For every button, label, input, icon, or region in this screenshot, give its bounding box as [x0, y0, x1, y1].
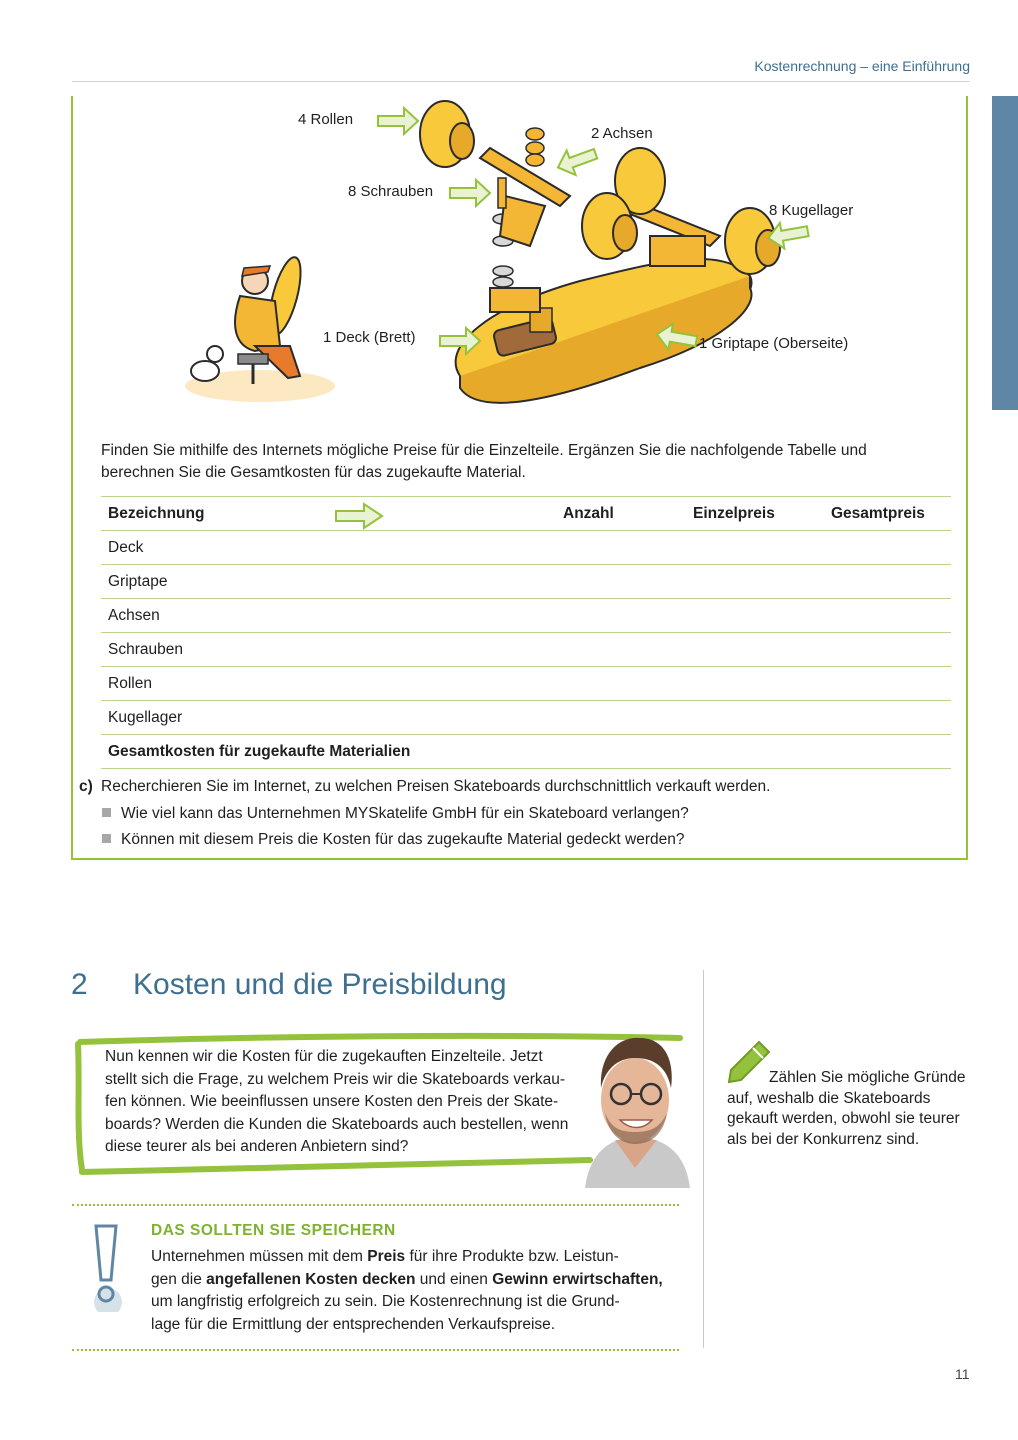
anzahl-cell[interactable] [556, 599, 686, 633]
table-header-row [101, 497, 951, 531]
person-with-skateboard [235, 254, 307, 384]
skateboard-exploded-illustration [160, 96, 920, 426]
table-row [101, 701, 951, 735]
speech-text: Nun kennen wir die Kosten für die zugekauften Einzelteile. Jetzt stellt sich die Frage, zu welchem Preis wir die Skateboards verkau- fen können. Wie beeinflussen unsere Kosten den Preis der Skate- boards? Werden die Kunden die Skateboards auch bestellen, wenn diese teurer als bei anderen Anbietern sind? [105, 1048, 569, 1155]
einzelpreis-cell[interactable] [686, 531, 824, 565]
row-label: Achsen [101, 599, 556, 633]
anzahl-cell[interactable] [556, 565, 686, 599]
einzelpreis-cell[interactable] [686, 667, 824, 701]
anzahl-cell[interactable] [556, 633, 686, 667]
gesamtpreis-cell[interactable] [824, 531, 951, 565]
einzelpreis-cell[interactable] [686, 735, 824, 769]
row-label: Kugellager [101, 701, 556, 735]
anzahl-cell[interactable] [556, 531, 686, 565]
label-rollen: 4 Rollen [298, 111, 354, 128]
save-box-text: Unternehmen müssen mit dem Preis für ihre Produkte bzw. Leistun- gen die angefallenen Kosten decken und einen Gewinn erwirtschaften, um langfristig erfolgreich zu sein. Die Kostenrechnung ist die Grund- lage für die Ermittlung der entsprechenden Verkaufspreise. [151, 1248, 663, 1333]
baseplate [490, 288, 540, 312]
table-row [101, 565, 951, 599]
bullet-item: Können mit diesem Preis die Kosten für das zugekaufte Material gedeckt werden? [102, 831, 684, 849]
gesamtpreis-cell[interactable] [824, 701, 951, 735]
bullet-square-icon [102, 834, 111, 843]
table-row [101, 531, 951, 565]
gesamtpreis-cell[interactable] [824, 599, 951, 633]
col-header-gesamtpreis: Gesamtpreis [824, 497, 951, 531]
dog [191, 346, 223, 381]
einzelpreis-cell[interactable] [686, 701, 824, 735]
page-number: 11 [955, 1366, 970, 1382]
table-row [101, 599, 951, 633]
task-c-text: Recherchieren Sie im Internet, zu welchen Preisen Skateboards durchschnittlich verkauft werden. [101, 778, 771, 795]
truck-front [480, 148, 570, 246]
arrow-achsen [554, 142, 600, 180]
save-box-title: DAS SOLLTEN SIE SPEICHERN [151, 1222, 396, 1239]
bullet-square-icon [102, 808, 111, 817]
table-row [101, 667, 951, 701]
label-griptape: 1 Griptape (Oberseite) [699, 335, 849, 352]
einzelpreis-cell[interactable] [686, 633, 824, 667]
einzelpreis-cell[interactable] [686, 565, 824, 599]
chapter-tab [992, 96, 1018, 410]
side-task-text: Zählen Sie mögliche Gründe auf, weshalb die Skateboards gekauft werden, obwohl sie teurer als bei der Konkurrenz sind. [727, 1069, 966, 1148]
save-box-bottom-rule [72, 1349, 679, 1351]
total-label: Gesamtkosten für zugekaufte Materialien [101, 735, 556, 769]
exclamation-icon [86, 1222, 126, 1312]
gesamtpreis-cell[interactable] [824, 667, 951, 701]
table-total-row [101, 735, 951, 769]
parts-price-table [101, 496, 951, 769]
arrow-icon [334, 502, 386, 530]
label-deck: 1 Deck (Brett) [323, 329, 416, 346]
anzahl-cell[interactable] [556, 701, 686, 735]
anzahl-cell[interactable] [556, 667, 686, 701]
col-header-bezeichnung: Bezeichnung [101, 497, 556, 531]
save-box-top-rule [72, 1204, 679, 1206]
anzahl-cell[interactable] [556, 735, 686, 769]
gesamtpreis-cell[interactable] [824, 735, 951, 769]
running-header: Kostenrechnung – eine Einführung [754, 58, 970, 74]
row-label: Griptape [101, 565, 556, 599]
row-label: Rollen [101, 667, 556, 701]
bullet-item: Wie viel kann das Unternehmen MYSkatelife GmbH für ein Skateboard verlangen? [102, 805, 689, 823]
arrow-rollen [378, 108, 418, 134]
header-rule [72, 81, 970, 82]
task-b-intro: Finden Sie mithilfe des Internets mögliche Preise für die Einzelteile. Ergänzen Sie die nachfolgende Tabelle und berechnen Sie die Gesamtkosten für das zugekaufte Material. [101, 442, 867, 481]
col-header-einzelpreis: Einzelpreis [686, 497, 824, 531]
table-row [101, 633, 951, 667]
row-label: Deck [101, 531, 556, 565]
column-divider [703, 970, 704, 1348]
einzelpreis-cell[interactable] [686, 599, 824, 633]
arrow-schrauben [450, 180, 490, 206]
col-header-anzahl: Anzahl [556, 497, 686, 531]
label-schrauben: 8 Schrauben [348, 183, 434, 200]
task-c-label: c) [79, 778, 93, 795]
section-number: 2 [71, 968, 88, 1001]
label-kugellager: 8 Kugellager [769, 202, 854, 219]
gesamtpreis-cell[interactable] [824, 565, 951, 599]
label-achsen: 2 Achsen [591, 125, 653, 142]
row-label: Schrauben [101, 633, 556, 667]
section-title: Kosten und die Preisbildung [133, 968, 507, 1001]
portrait-avatar [575, 1028, 695, 1188]
gesamtpreis-cell[interactable] [824, 633, 951, 667]
